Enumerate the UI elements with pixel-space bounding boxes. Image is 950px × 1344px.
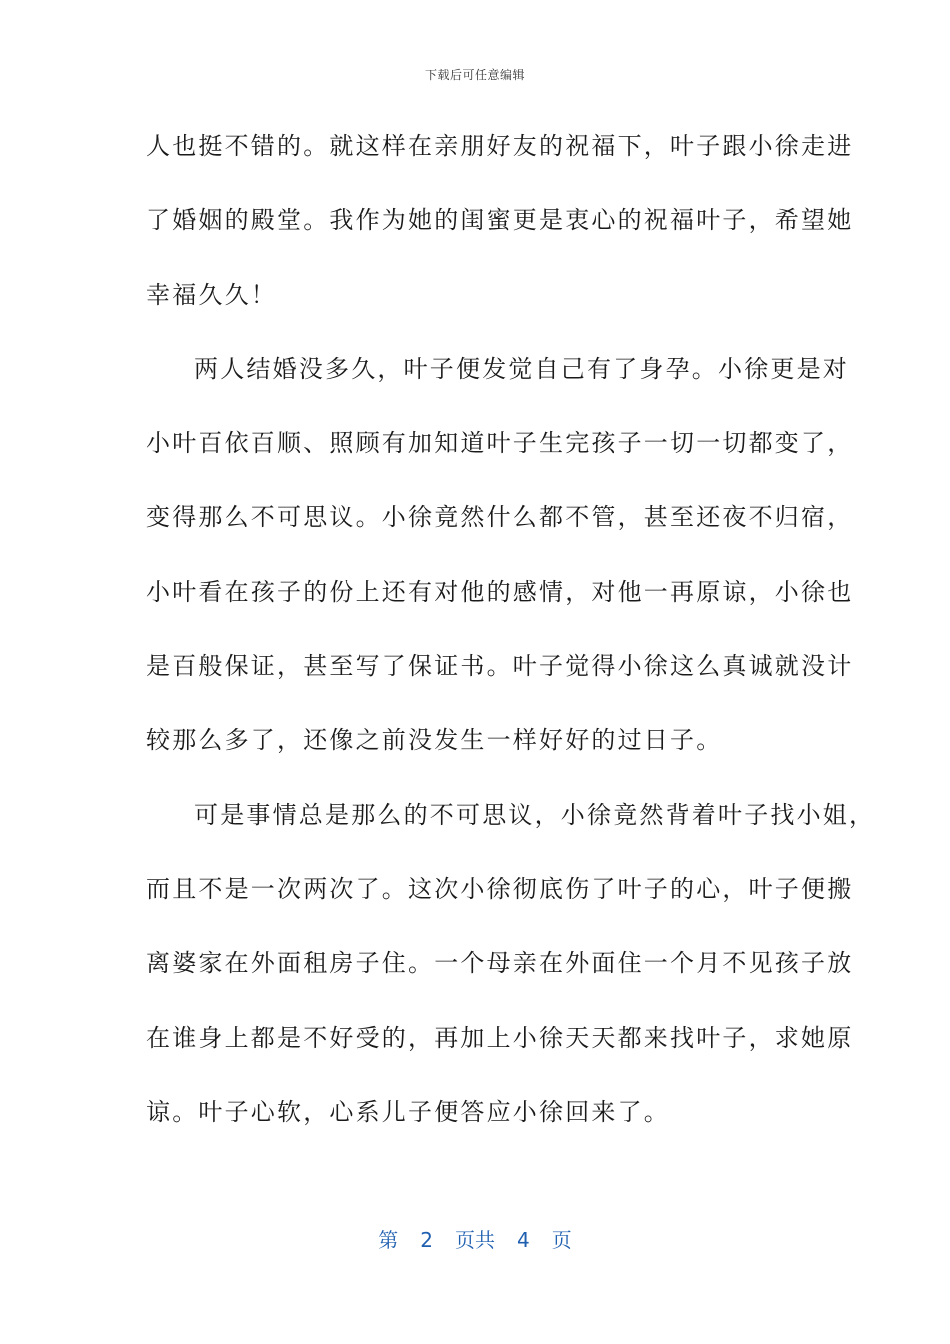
text-line-10: 可是事情总是那么的不可思议，小徐竟然背着叶子找小姐，	[194, 800, 876, 829]
footer-label-end: 页	[551, 1228, 572, 1252]
text-line-11: 而且不是一次两次了。这次小徐彻底伤了叶子的心，叶子便搬	[146, 874, 854, 903]
text-line-3: 幸福久久！	[146, 280, 277, 309]
text-line-5: 小叶百依百顺、照顾有加知道叶子生完孩子一切一切都变了，	[146, 429, 854, 458]
text-line-8: 是百般保证，甚至写了保证书。叶子觉得小徐这么真诚就没计	[146, 652, 854, 681]
page-footer	[0, 1224, 950, 1253]
text-line-2: 了婚姻的殿堂。我作为她的闺蜜更是衷心的祝福叶子，希望她	[146, 206, 854, 235]
footer-total-pages: 4	[517, 1228, 530, 1252]
text-line-1: 人也挺不错的。就这样在亲朋好友的祝福下，叶子跟小徐走进	[146, 132, 854, 160]
footer-label-of: 页共	[455, 1228, 495, 1252]
footer-label-page: 第	[378, 1228, 399, 1252]
text-line-4: 两人结婚没多久，叶子便发觉自己有了身孕。小徐更是对	[194, 354, 849, 383]
text-line-12: 离婆家在外面租房子住。一个母亲在外面住一个月不见孩子放	[146, 949, 854, 978]
page-header: 下载后可任意编辑	[424, 68, 525, 82]
text-line-14: 谅。叶子心软，心系儿子便答应小徐回来了。	[146, 1097, 670, 1126]
text-line-6: 变得那么不可思议。小徐竟然什么都不管，甚至还夜不归宿，	[146, 503, 854, 532]
footer-current-page: 2	[420, 1228, 433, 1252]
text-line-9: 较那么多了，还像之前没发生一样好好的过日子。	[146, 726, 723, 755]
text-line-13: 在谁身上都是不好受的，再加上小徐天天都来找叶子，求她原	[146, 1023, 854, 1052]
document-body	[146, 118, 876, 1158]
text-line-7: 小叶看在孩子的份上还有对他的感情，对他一再原谅，小徐也	[146, 577, 854, 606]
